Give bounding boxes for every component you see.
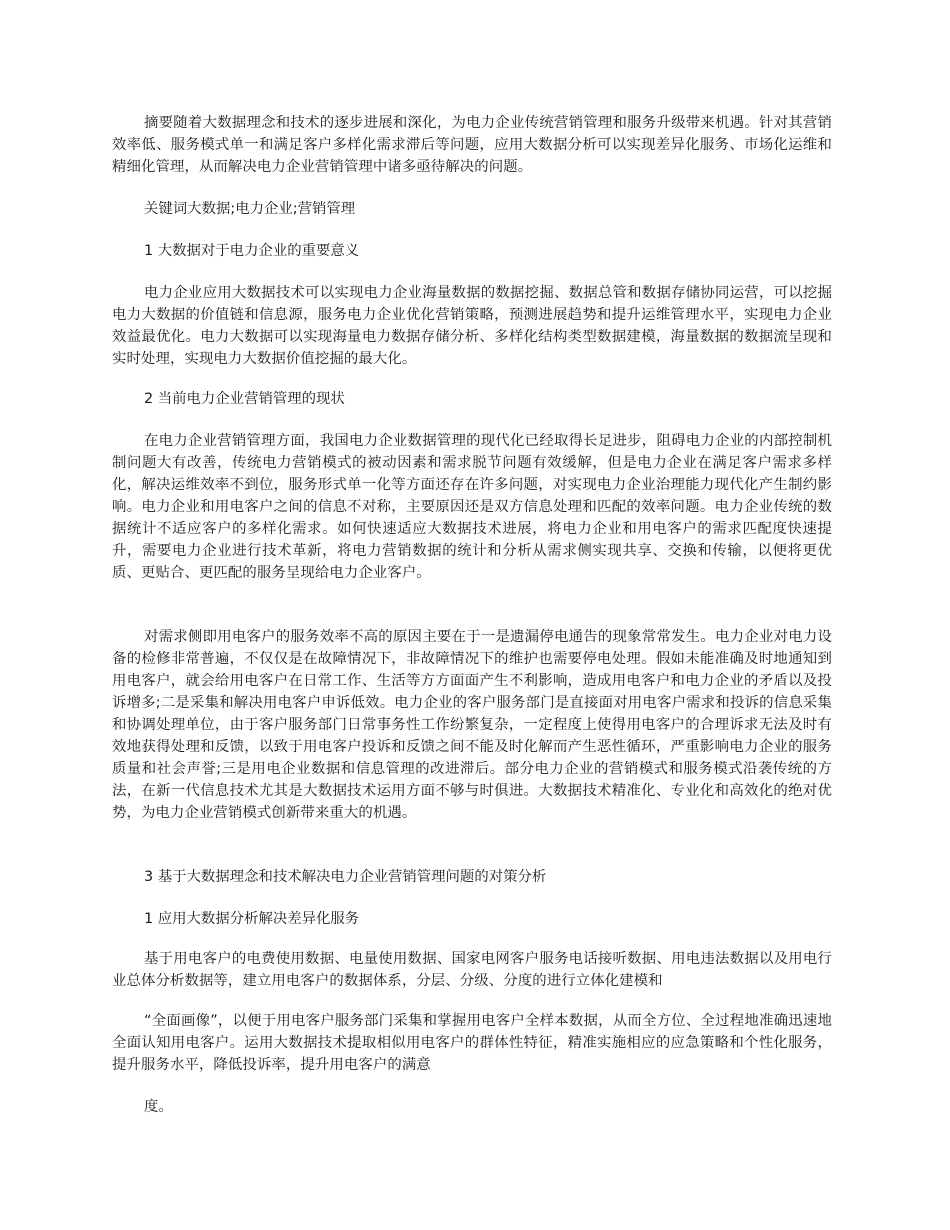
abstract-paragraph: 摘要随着大数据理念和技术的逐步进展和深化，为电力企业传统营销管理和服务升级带来机遇。针对其营销效率低、服务模式单一和满足客户多样化需求滞后等问题，应用大数据分析可以实现差异化服务、市场化运维和精细化管理，从而解决电力企业营销管理中诸多亟待解决的问题。 <box>112 115 832 175</box>
section-3-heading: 3 基于大数据理念和技术解决电力企业营销管理问题的对策分析 <box>144 869 547 885</box>
section-1-heading: 1 大数据对于电力企业的重要意义 <box>144 243 360 259</box>
section-2-paragraph-1: 在电力企业营销管理方面，我国电力企业数据管理的现代化已经取得长足进步，阻碍电力企业的内部控制机制问题大有改善，传统电力营销模式的被动因素和需求脱节问题有效缓解，但是电力企业在满足客户需求多样化，解决运维效率不到位，服务形式单一化等方面还存在许多问题，对实现电力企业治理能力现代化产生制约影响。电力企业和用电客户之间的信息不对称，主要原因还是双方信息处理和匹配的效率问题。电力企业传统的数据统计不适应客户的多样化需求。如何快速适应大数据技术进展，将电力企业和用电客户的需求匹配度快速提升，需要电力企业进行技术革新，将电力营销数据的统计和分析从需求侧实现共享、交换和传输，以便将更优质、更贴合、更匹配的服务呈现给电力企业客户。 <box>112 433 832 581</box>
section-2-paragraph-2: 对需求侧即用电客户的服务效率不高的原因主要在于一是遗漏停电通告的现象常常发生。电力企业对电力设备的检修非常普遍，不仅仅是在故障情况下，非故障情况下的维护也需要停电处理。假如未能准确及时地通知到用电客户，就会给用电客户在日常工作、生活等方方面面产生不利影响，造成用电客户和电力企业的矛盾以及投诉增多;二是采集和解决用电客户申诉低效。电力企业的客户服务部门是直接面对用电客户需求和投诉的信息采集和协调处理单位，由于客户服务部门日常事务性工作纷繁复杂，一定程度上使得用电客户的合理诉求无法及时有效地获得处理和反馈，以致于用电客户投诉和反馈之间不能及时化解而产生恶性循环，严重影响电力企业的服务质量和社会声誉;三是用电企业数据和信息管理的改进滞后。部分电力企业的营销模式和服务模式沿袭传统的方法，在新一代信息技术尤其是大数据技术运用方面不够与时俱进。大数据技术精准化、专业化和高效化的绝对优势，为电力企业营销模式创新带来重大的机遇。 <box>112 629 832 821</box>
section-1-paragraph: 电力企业应用大数据技术可以实现电力企业海量数据的数据挖掘、数据总管和数据存储协同运营，可以挖掘电力大数据的价值链和信息源，服务电力企业优化营销策略，预测进展趋势和提升运维管理水平，实现电力企业效益最优化。电力大数据可以实现海量电力数据存储分析、多样化结构类型数据建模，海量数据的数据流呈现和实时处理，实现电力大数据价值挖掘的最大化。 <box>112 285 832 367</box>
keywords-line: 关键词大数据;电力企业;营销管理 <box>144 201 356 217</box>
section-2-heading: 2 当前电力企业营销管理的现状 <box>144 391 345 407</box>
section-3-paragraph-2: “全面画像”，以便于用电客户服务部门采集和掌握用电客户全样本数据，从而全方位、全过程地准确迅速地全面认知用电客户。运用大数据技术提取相似用电客户的群体性特征，精准实施相应的应急策略和个性化服务，提升服务水平，降低投诉率，提升用电客户的满意 <box>112 1013 832 1073</box>
section-3-subheading-1: 1 应用大数据分析解决差异化服务 <box>144 911 360 927</box>
section-3-paragraph-3: 度。 <box>144 1099 173 1115</box>
section-3-paragraph-1: 基于用电客户的电费使用数据、电量使用数据、国家电网客户服务电话接听数据、用电违法数据以及用电行业总体分析数据等，建立用电客户的数据体系，分层、分级、分度的进行立体化建模和 <box>112 951 832 989</box>
